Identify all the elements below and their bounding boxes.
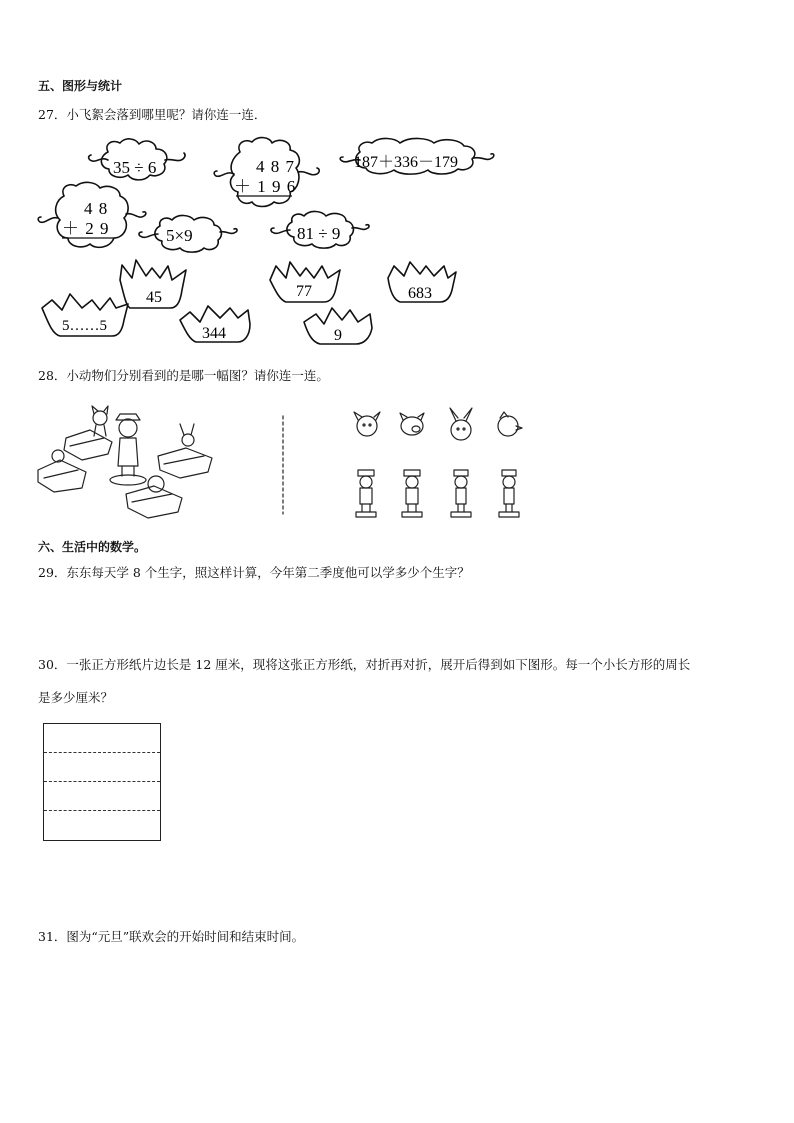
grass-text-9: 9 — [334, 327, 342, 344]
rabbit-head-icon[interactable] — [450, 408, 472, 440]
chick-head-icon[interactable] — [498, 412, 522, 436]
question-30-line1: 30．一张正方形纸片边长是 12 厘米，现将这张正方形纸，对折再对折，展开后得到如下图形。每一个小长方形的周长 — [38, 657, 691, 672]
fold-line-1 — [44, 752, 160, 753]
question-28-text: 28．小动物们分别看到的是哪一幅图？请你连一连。 — [38, 368, 329, 383]
cloud-text-6: 81 ÷ 9 — [297, 224, 341, 243]
pig-head-icon[interactable] — [400, 413, 424, 435]
grass-text-683: 683 — [408, 285, 432, 302]
grass-text-45: 45 — [146, 289, 162, 306]
cloud-text-2a: 4 8 7 — [256, 157, 295, 176]
police-back-view[interactable] — [402, 470, 422, 517]
scene-illustration — [38, 406, 212, 518]
cloud-text-3: 187＋336－179 — [354, 154, 459, 171]
question-29-text: 29．东东每天学 8 个生字，照这样计算，今年第二季度他可以学多少个生字？ — [38, 565, 470, 580]
animals-view-figure — [30, 398, 530, 523]
grass-text-344: 344 — [202, 325, 226, 342]
cloud-text-1: 35 ÷ 6 — [113, 158, 157, 177]
cloud-text-4a: 4 8 — [84, 199, 109, 218]
question-31-text: 31．图为“元旦”联欢会的开始时间和结束时间。 — [38, 929, 305, 944]
grass-text-77: 77 — [296, 283, 312, 300]
section-title-6: 六、生活中的数学。 — [38, 540, 147, 554]
section-title-5: 五、图形与统计 — [38, 79, 123, 93]
dandelion-matching-figure — [0, 130, 520, 355]
question-30-line2: 是多少厘米？ — [38, 690, 114, 705]
cloud-text-2b: ＋ 1 9 6 — [234, 177, 297, 196]
dog-head-icon[interactable] — [354, 412, 380, 436]
cloud-text-4b: ＋ 2 9 — [62, 219, 110, 238]
question-27-text: 27．小飞絮会落到哪里呢？请你连一连． — [38, 107, 267, 122]
folded-square-figure — [43, 723, 161, 841]
fold-line-3 — [44, 810, 160, 811]
police-front-view[interactable] — [356, 470, 376, 517]
fold-line-2 — [44, 781, 160, 782]
cloud-text-5: 5×9 — [166, 226, 193, 245]
police-left-view[interactable] — [451, 470, 471, 517]
grass-text-5r5: 5……5 — [62, 318, 107, 334]
police-right-view[interactable] — [499, 470, 519, 517]
